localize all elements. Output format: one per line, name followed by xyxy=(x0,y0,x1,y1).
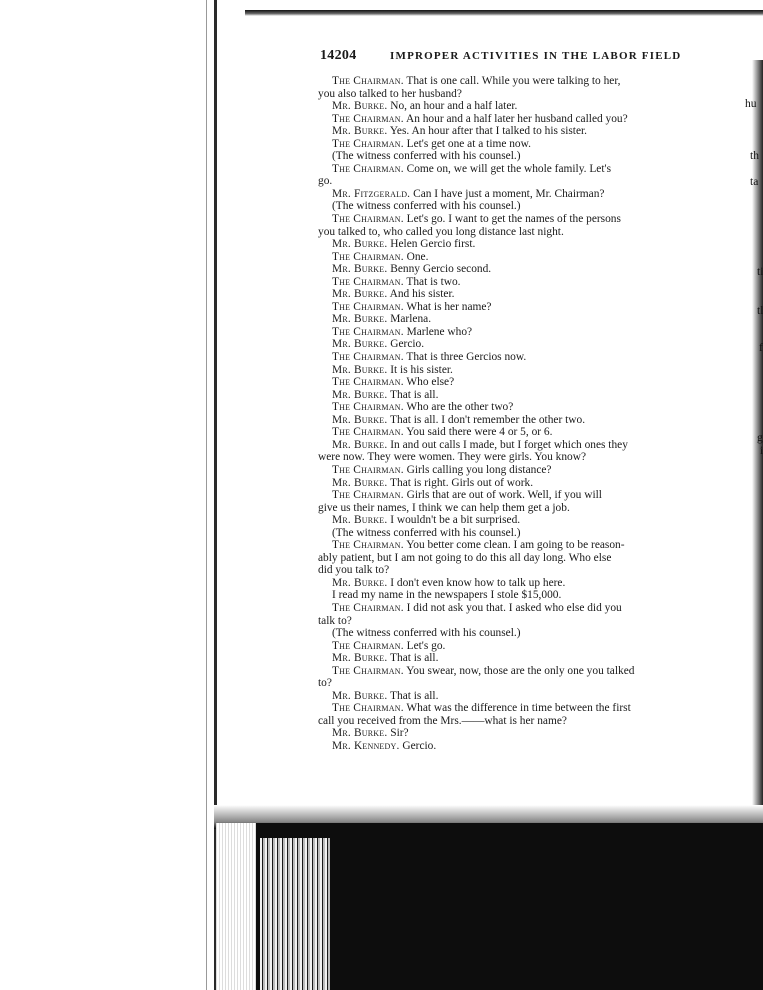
speaker-name: The Chairman. xyxy=(332,325,404,338)
speaker-name: The Chairman. xyxy=(332,300,404,313)
line-text: An hour and a half later her husband called you? xyxy=(405,112,628,125)
margin-fragment: f xyxy=(759,342,763,354)
speaker-name: Mr. Fitzgerald. xyxy=(332,187,411,200)
line-text: In and out calls I made, but I forget which ones they xyxy=(390,438,628,451)
line-text: Let's get one at a time now. xyxy=(406,137,531,150)
transcript-line xyxy=(318,338,716,351)
transcript-line xyxy=(318,727,716,740)
transcript-line xyxy=(318,652,716,665)
speaker-name: Mr. Burke. xyxy=(332,388,388,401)
line-text: Can I have just a moment, Mr. Chairman? xyxy=(413,187,605,200)
transcript-line xyxy=(318,740,716,753)
transcript-line xyxy=(318,238,716,251)
transcript-line xyxy=(318,602,716,615)
line-text: That is all. I don't remember the other two. xyxy=(390,413,586,426)
speaker-name: The Chairman. xyxy=(332,213,404,226)
margin-fragment: hu xyxy=(745,98,757,110)
speaker-name: The Chairman. xyxy=(332,351,404,364)
margin-fragment: th xyxy=(750,150,759,162)
line-text: One. xyxy=(406,250,429,263)
transcript-line xyxy=(318,163,716,176)
line-text: You said there were 4 or 5, or 6. xyxy=(406,426,553,439)
transcript-line xyxy=(318,477,716,490)
transcript-line xyxy=(318,627,716,640)
speaker-name: The Chairman. xyxy=(332,664,404,677)
speaker-name: The Chairman. xyxy=(332,489,404,502)
line-text: You swear, now, those are the only one you talked xyxy=(406,664,635,677)
line-text: Who else? xyxy=(406,376,455,389)
transcript-line xyxy=(318,464,716,477)
transcript-line xyxy=(318,514,716,527)
line-text: Marlena. xyxy=(390,313,432,326)
speaker-name: The Chairman. xyxy=(332,539,404,552)
transcript-line xyxy=(318,125,716,138)
line-text: did you talk to? xyxy=(318,564,390,577)
line-text: Yes. An hour after that I talked to his sister. xyxy=(389,125,588,138)
transcript-line xyxy=(318,75,716,88)
line-text: talk to? xyxy=(318,614,352,627)
margin-fragment: ta xyxy=(750,176,759,188)
transcript-line xyxy=(318,389,716,402)
transcript-line xyxy=(318,251,716,264)
transcript-line xyxy=(318,88,716,101)
speaker-name: Mr. Burke. xyxy=(332,413,388,426)
line-text: Come on, we will get the whole family. Let's xyxy=(406,162,612,175)
transcript-line xyxy=(318,263,716,276)
line-text: call you received from the Mrs.——what is her name? xyxy=(318,714,567,727)
transcript-line xyxy=(318,539,716,552)
speaker-name: Mr. Burke. xyxy=(332,100,388,113)
transcript-line xyxy=(318,351,716,364)
line-text: Sir? xyxy=(390,727,409,740)
transcript-body xyxy=(318,75,716,753)
transcript-line xyxy=(318,138,716,151)
margin-fragment: tl xyxy=(757,305,763,317)
speaker-name: Mr. Burke. xyxy=(332,313,388,326)
transcript-line xyxy=(318,150,716,163)
transcript-line xyxy=(318,200,716,213)
line-text: That is two. xyxy=(406,275,461,288)
line-text: I did not ask you that. I asked who else did you xyxy=(406,601,622,614)
transcript-line xyxy=(318,715,716,728)
line-text: That is right. Girls out of work. xyxy=(390,476,534,489)
speaker-name: The Chairman. xyxy=(332,601,404,614)
line-text: I wouldn't be a bit surprised. xyxy=(390,514,521,527)
scan-top-shadow xyxy=(245,10,763,16)
speaker-name: Mr. Burke. xyxy=(332,125,388,138)
line-text: Girls calling you long distance? xyxy=(406,463,552,476)
transcript-line xyxy=(318,313,716,326)
scan-gutter-line-light xyxy=(206,0,207,990)
transcript-line xyxy=(318,702,716,715)
transcript-line xyxy=(318,113,716,126)
transcript-line xyxy=(318,589,716,602)
speaker-name: Mr. Kennedy. xyxy=(332,739,400,752)
line-text: give us their names, I think we can help them get a job. xyxy=(318,501,570,514)
transcript-line xyxy=(318,690,716,703)
transcript-line xyxy=(318,426,716,439)
speaker-name: The Chairman. xyxy=(332,137,404,150)
speaker-name: The Chairman. xyxy=(332,401,404,414)
transcript-line xyxy=(318,226,716,239)
line-text: Gercio. xyxy=(402,739,437,752)
transcript-line xyxy=(318,502,716,515)
line-text: Let's go. I want to get the names of the persons xyxy=(406,213,621,226)
line-text: That is all. xyxy=(390,652,439,665)
speaker-name: Mr. Burke. xyxy=(332,238,388,251)
line-text: It is his sister. xyxy=(390,363,453,376)
line-text: I don't even know how to talk up here. xyxy=(390,576,566,589)
speaker-name: The Chairman. xyxy=(332,250,404,263)
speaker-name: Mr. Burke. xyxy=(332,338,388,351)
line-text: What is her name? xyxy=(406,300,492,313)
transcript-line xyxy=(318,489,716,502)
margin-fragment: ti xyxy=(757,266,763,278)
margin-fragment: g xyxy=(757,432,763,444)
line-text: to? xyxy=(318,677,332,690)
line-text: That is one call. While you were talking to her, xyxy=(406,75,621,87)
speaker-name: The Chairman. xyxy=(332,75,404,87)
line-text: That is three Gercios now. xyxy=(406,351,527,364)
speaker-name: The Chairman. xyxy=(332,426,404,439)
line-text: Helen Gercio first. xyxy=(390,238,476,251)
line-text: Benny Gercio second. xyxy=(390,263,492,276)
transcript-line xyxy=(318,364,716,377)
line-text: you also talked to her husband? xyxy=(318,87,462,100)
line-text: Gercio. xyxy=(390,338,425,351)
speaker-name: Mr. Burke. xyxy=(332,288,388,301)
line-text: Marlene who? xyxy=(406,325,473,338)
speaker-name: Mr. Burke. xyxy=(332,689,388,702)
transcript-line xyxy=(318,326,716,339)
line-text: And his sister. xyxy=(389,288,455,301)
margin-fragment: i xyxy=(760,445,763,457)
transcript-line xyxy=(318,100,716,113)
scan-edge-pattern xyxy=(260,838,330,990)
line-text: You better come clean. I am going to be reason- xyxy=(406,539,625,552)
transcript-line xyxy=(318,677,716,690)
line-text: ably patient, but I am not going to do this all day long. Who else xyxy=(318,551,612,564)
speaker-name: The Chairman. xyxy=(332,376,404,389)
transcript-line xyxy=(318,527,716,540)
line-text: Let's go. xyxy=(406,639,446,652)
scan-bottom-grey-strip xyxy=(216,823,256,990)
transcript-line xyxy=(318,439,716,452)
line-text: What was the difference in time between the first xyxy=(406,702,631,715)
speaker-name: Mr. Burke. xyxy=(332,263,388,276)
speaker-name: Mr. Burke. xyxy=(332,652,388,665)
transcript-line xyxy=(318,376,716,389)
transcript-line xyxy=(318,577,716,590)
transcript-line xyxy=(318,175,716,188)
line-text: Who are the other two? xyxy=(406,401,514,414)
line-text: (The witness conferred with his counsel.) xyxy=(332,627,521,640)
transcript-line xyxy=(318,451,716,464)
speaker-name: Mr. Burke. xyxy=(332,363,388,376)
line-text: were now. They were women. They were girls. You know? xyxy=(318,451,587,464)
transcript-line xyxy=(318,188,716,201)
line-text: I read my name in the newspapers I stole $15,000. xyxy=(332,589,562,602)
transcript-line xyxy=(318,213,716,226)
speaker-name: The Chairman. xyxy=(332,162,404,175)
speaker-name: The Chairman. xyxy=(332,112,404,125)
speaker-name: The Chairman. xyxy=(332,463,404,476)
speaker-name: The Chairman. xyxy=(332,275,404,288)
page-number: 14204 xyxy=(320,48,357,63)
line-text: Girls that are out of work. Well, if you will xyxy=(406,489,602,502)
transcript-line xyxy=(318,552,716,565)
line-text: go. xyxy=(318,175,333,188)
transcript-line xyxy=(318,665,716,678)
transcript-line xyxy=(318,401,716,414)
speaker-name: Mr. Burke. xyxy=(332,576,388,589)
speaker-name: The Chairman. xyxy=(332,702,404,715)
line-text: you talked to, who called you long distance last night. xyxy=(318,225,564,238)
line-text: No, an hour and a half later. xyxy=(390,100,518,113)
transcript-line xyxy=(318,288,716,301)
line-text: (The witness conferred with his counsel.) xyxy=(332,200,521,213)
line-text: That is all. xyxy=(390,689,439,702)
transcript-line xyxy=(318,276,716,289)
transcript-line xyxy=(318,301,716,314)
speaker-name: Mr. Burke. xyxy=(332,476,388,489)
line-text: (The witness conferred with his counsel.) xyxy=(332,150,521,163)
line-text: (The witness conferred with his counsel.) xyxy=(332,526,521,539)
transcript-line xyxy=(318,414,716,427)
transcript-line xyxy=(318,615,716,628)
speaker-name: Mr. Burke. xyxy=(332,514,388,527)
speaker-name: Mr. Burke. xyxy=(332,727,388,740)
transcript-line xyxy=(318,564,716,577)
running-title: IMPROPER ACTIVITIES IN THE LABOR FIELD xyxy=(390,50,682,62)
line-text: That is all. xyxy=(390,388,439,401)
transcript-line xyxy=(318,640,716,653)
speaker-name: Mr. Burke. xyxy=(332,438,388,451)
speaker-name: The Chairman. xyxy=(332,639,404,652)
